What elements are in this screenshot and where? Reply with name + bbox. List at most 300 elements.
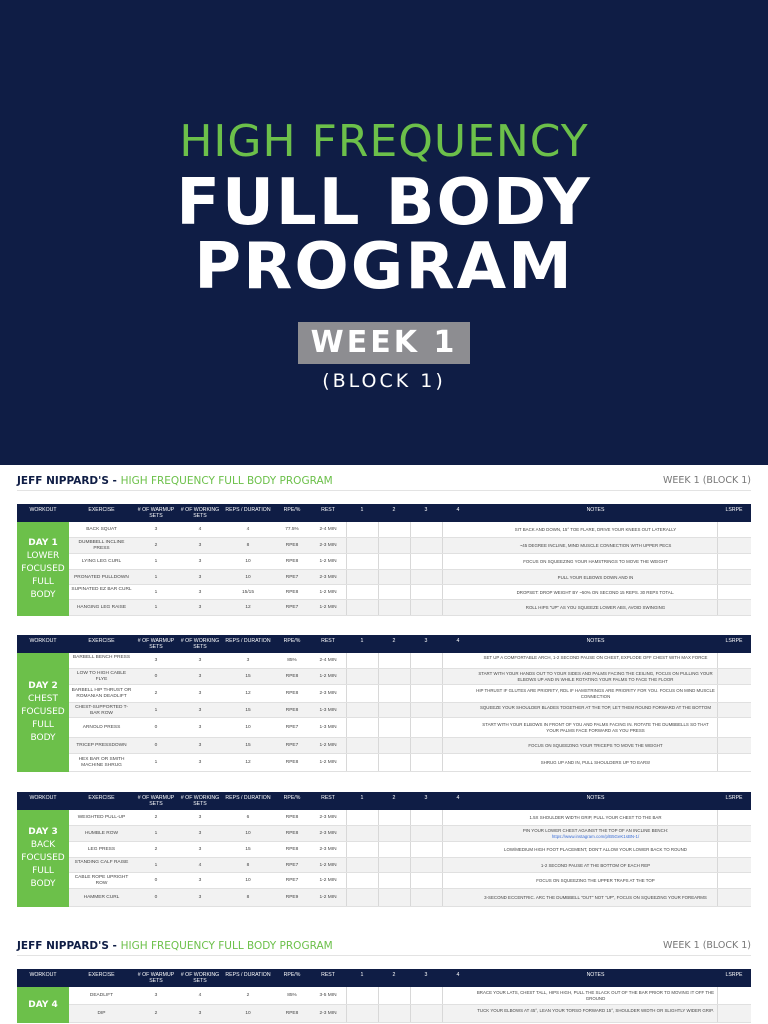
day-focus-line: BODY bbox=[30, 589, 56, 600]
set-input-cell-lsrpe[interactable] bbox=[717, 826, 751, 841]
day-label-block bbox=[17, 653, 69, 772]
set-input-cell-s4[interactable] bbox=[442, 810, 474, 825]
day-focus-line: FOCUSED bbox=[21, 563, 65, 574]
set-input-cell-lsrpe[interactable] bbox=[717, 600, 751, 615]
cell-rpe: RPE7 bbox=[285, 605, 299, 610]
set-input-cell-lsrpe[interactable] bbox=[717, 810, 751, 825]
cell-notes: FOCUS ON SQUEEZING YOUR TRICEPS TO MOVE THE WEIGHT bbox=[528, 743, 663, 748]
cell-notes: SET UP A COMFORTABLE ARCH, 1-2 SECOND PAUSE ON CHEST, EXPLODE OFF CHEST WITH MAX FORCE bbox=[483, 655, 708, 660]
cell-reps: 10 bbox=[245, 725, 251, 730]
column-header-working: # OF WORKING SETS bbox=[180, 507, 220, 519]
set-input-cell-s1[interactable] bbox=[346, 754, 378, 771]
set-input-cell-lsrpe[interactable] bbox=[717, 754, 751, 771]
cell-reps: 12 bbox=[245, 605, 251, 610]
set-input-cell-s2[interactable] bbox=[378, 570, 410, 584]
cell-working: 3 bbox=[198, 691, 202, 696]
cell-rest: 2-3 MIN bbox=[319, 1011, 337, 1016]
cell-reps: 10 bbox=[245, 559, 251, 564]
cell-warmup: 0 bbox=[154, 725, 158, 730]
cell-exercise: DEADLIFT bbox=[89, 993, 114, 998]
set-input-cell-s3[interactable] bbox=[410, 538, 442, 553]
set-input-cell-s2[interactable] bbox=[378, 738, 410, 753]
column-header-rpe: RPE/% bbox=[283, 507, 301, 513]
cell-rpe: RPE8 bbox=[285, 543, 299, 548]
cell-notes: LOW/MEDIUM HIGH FOOT PLACEMENT, DON'T ALLOW YOUR LOWER BACK TO ROUND bbox=[504, 847, 687, 852]
cell-exercise: TRICEP PRESSDOWN bbox=[76, 743, 127, 748]
set-input-cell-s4[interactable] bbox=[442, 600, 474, 615]
cell-working: 3 bbox=[198, 725, 202, 730]
cell-rest: 2-3 MIN bbox=[319, 543, 337, 548]
cell-rest: 1-2 MIN bbox=[319, 674, 337, 679]
cell-warmup: 1 bbox=[154, 589, 158, 595]
cell-rpe: RPE7 bbox=[285, 878, 299, 883]
cell-warmup: 1 bbox=[154, 574, 158, 580]
day-focus-line: FOCUSED bbox=[21, 707, 65, 717]
day-focus-line: CHEST bbox=[28, 694, 58, 704]
cell-working: 3 bbox=[198, 605, 202, 610]
table-row bbox=[69, 889, 751, 907]
day-focus-line: BACK bbox=[30, 840, 56, 850]
set-input-cell-s2[interactable] bbox=[378, 754, 410, 771]
set-input-cell-lsrpe[interactable] bbox=[717, 718, 751, 737]
column-header-lsrpe: LSRPE bbox=[725, 795, 743, 801]
set-input-cell-s4[interactable] bbox=[442, 703, 474, 717]
set-input-cell-lsrpe[interactable] bbox=[717, 987, 751, 1004]
set-input-cell-s3[interactable] bbox=[410, 826, 442, 841]
cell-rest: 2-3 MIN bbox=[319, 815, 337, 820]
cell-notes: SIT BACK AND DOWN, 15° TOE FLARE, DRIVE YOUR KNEES OUT LATERALLY bbox=[514, 527, 677, 532]
column-header-rest: REST bbox=[321, 795, 335, 801]
set-input-cell-s4[interactable] bbox=[442, 685, 474, 702]
section-week-label: WEEK 1 (BLOCK 1) bbox=[662, 940, 751, 951]
table-row bbox=[69, 858, 751, 873]
cell-working: 3 bbox=[198, 559, 202, 564]
cell-warmup: 2 bbox=[154, 1011, 158, 1016]
column-header-s1: 1 bbox=[360, 638, 364, 644]
set-input-cell-s1[interactable] bbox=[346, 685, 378, 702]
cell-rpe: RPE7 bbox=[285, 725, 299, 730]
table-row bbox=[69, 738, 751, 754]
cell-notes: PIN YOUR LOWER CHEST AGAINST THE TOP OF AN INCLINE BENCH: bbox=[522, 828, 669, 833]
cell-reps: 15 bbox=[245, 847, 251, 852]
section-title-prefix: JEFF NIPPARD'S - bbox=[17, 475, 121, 487]
table-header bbox=[17, 969, 751, 987]
column-header-warmup: # OF WARMUP SETS bbox=[137, 972, 175, 984]
set-input-cell-lsrpe[interactable] bbox=[717, 889, 751, 906]
cell-reps: 10 bbox=[245, 831, 251, 836]
set-input-cell-s3[interactable] bbox=[410, 1005, 442, 1022]
cell-rpe: RPE8 bbox=[285, 707, 299, 713]
column-header-s1: 1 bbox=[360, 507, 364, 513]
column-header-working: # OF WORKING SETS bbox=[180, 972, 220, 984]
set-input-cell-s3[interactable] bbox=[410, 522, 442, 537]
column-header-s2: 2 bbox=[392, 972, 396, 978]
column-header-workout: WORKOUT bbox=[29, 972, 57, 978]
set-input-cell-lsrpe[interactable] bbox=[717, 842, 751, 857]
column-header-s4: 4 bbox=[456, 972, 460, 978]
set-input-cell-s1[interactable] bbox=[346, 738, 378, 753]
cell-rpe: RPE8 bbox=[285, 589, 299, 595]
cell-rest: 1-2 MIN bbox=[319, 605, 337, 610]
cell-rest: 1-2 MIN bbox=[319, 559, 337, 564]
set-input-cell-lsrpe[interactable] bbox=[717, 522, 751, 537]
column-header-reps: REPS / DURATION bbox=[225, 972, 271, 978]
cell-rest: 1-2 MIN bbox=[319, 743, 337, 748]
notes-link[interactable]: https://www.instagram.com/p/B5GeK1sBN-1/ bbox=[551, 834, 640, 839]
set-input-cell-s3[interactable] bbox=[410, 889, 442, 906]
set-input-cell-lsrpe[interactable] bbox=[717, 1005, 751, 1022]
day-number: DAY 1 bbox=[28, 537, 58, 548]
set-input-cell-s3[interactable] bbox=[410, 653, 442, 668]
set-input-cell-s1[interactable] bbox=[346, 842, 378, 857]
cell-rest: 1-2 MIN bbox=[319, 760, 337, 765]
column-header-s3: 3 bbox=[424, 638, 428, 644]
set-input-cell-s1[interactable] bbox=[346, 987, 378, 1004]
cell-rest: 1-2 MIN bbox=[319, 589, 337, 595]
cell-reps: 12 bbox=[245, 760, 251, 765]
column-header-s2: 2 bbox=[392, 638, 396, 644]
cell-notes: FOCUS ON SQUEEZING THE UPPER TRAPS AT THE TOP bbox=[536, 878, 655, 883]
cell-notes: HIP THRUST IF GLUTES ARE PRIORITY, RDL IF HAMSTRINGS ARE PRIORITY FOR YOU. FOCUS ON MIND MUSCLE CONNECTION bbox=[476, 688, 715, 699]
cell-exercise: SUPINATED EZ BAR CURL bbox=[71, 586, 132, 592]
set-input-cell-s1[interactable] bbox=[346, 810, 378, 825]
cell-rpe: RPE7 bbox=[285, 574, 299, 580]
cell-exercise: CHEST-SUPPORTED T-BAR ROW bbox=[75, 704, 128, 716]
set-input-cell-s1[interactable] bbox=[346, 653, 378, 668]
column-header-exercise: EXERCISE bbox=[88, 507, 115, 513]
day-focus-line: FULL bbox=[32, 866, 54, 876]
set-input-cell-s4[interactable] bbox=[442, 987, 474, 1004]
cell-rest: 1-2 MIN bbox=[319, 862, 337, 868]
section-header bbox=[17, 475, 751, 491]
column-header-s4: 4 bbox=[456, 507, 460, 513]
set-input-cell-s4[interactable] bbox=[442, 826, 474, 841]
set-input-cell-s4[interactable] bbox=[442, 585, 474, 599]
cell-warmup: 0 bbox=[154, 674, 158, 679]
set-input-cell-lsrpe[interactable] bbox=[717, 858, 751, 872]
set-input-cell-s2[interactable] bbox=[378, 600, 410, 615]
set-input-cell-s1[interactable] bbox=[346, 1005, 378, 1022]
set-input-cell-s4[interactable] bbox=[442, 842, 474, 857]
set-input-cell-lsrpe[interactable] bbox=[717, 703, 751, 717]
set-input-cell-s2[interactable] bbox=[378, 718, 410, 737]
cell-rpe: 77.5% bbox=[285, 527, 299, 532]
column-header-warmup: # OF WARMUP SETS bbox=[137, 638, 175, 650]
cell-working: 3 bbox=[198, 847, 202, 852]
table-row bbox=[69, 826, 751, 842]
table-row bbox=[69, 718, 751, 738]
block-label: (BLOCK 1) bbox=[322, 370, 446, 392]
cell-rest: 2-4 MIN bbox=[319, 527, 337, 532]
cell-working: 3 bbox=[198, 743, 202, 748]
column-header-warmup: # OF WARMUP SETS bbox=[137, 795, 175, 807]
day-focus-line: BODY bbox=[30, 733, 56, 743]
set-input-cell-s2[interactable] bbox=[378, 653, 410, 668]
set-input-cell-s4[interactable] bbox=[442, 858, 474, 872]
set-input-cell-s1[interactable] bbox=[346, 889, 378, 906]
set-input-cell-s1[interactable] bbox=[346, 718, 378, 737]
cell-exercise: BARBELL BENCH PRESS bbox=[72, 655, 131, 660]
set-input-cell-s1[interactable] bbox=[346, 826, 378, 841]
table-row bbox=[69, 873, 751, 889]
set-input-cell-s1[interactable] bbox=[346, 554, 378, 569]
cover-hero bbox=[0, 0, 768, 465]
column-header-s3: 3 bbox=[424, 507, 428, 513]
cell-notes: BRACE YOUR LATS, CHEST TALL, HIPS HIGH, PULL THE SLACK OUT OF THE BAR PRIOR TO MOVING IT OFF THE GROUND bbox=[476, 990, 715, 1001]
set-input-cell-s3[interactable] bbox=[410, 570, 442, 584]
set-input-cell-s3[interactable] bbox=[410, 669, 442, 684]
cell-exercise: HUMBLE ROW bbox=[84, 831, 119, 836]
cell-exercise: HANGING LEG RAISE bbox=[76, 605, 127, 610]
table-row bbox=[69, 522, 751, 538]
cell-exercise: CABLE ROPE UPRIGHT ROW bbox=[74, 875, 129, 886]
section-title bbox=[17, 940, 333, 952]
table-row bbox=[69, 570, 751, 585]
table-row bbox=[69, 1005, 751, 1023]
set-input-cell-lsrpe[interactable] bbox=[717, 570, 751, 584]
cell-notes: DROPSET: DROP WEIGHT BY ~50% ON SECOND 15 REPS. 30 REPS TOTAL. bbox=[516, 589, 675, 595]
day-focus-line: LOWER bbox=[26, 550, 60, 561]
set-input-cell-s2[interactable] bbox=[378, 669, 410, 684]
cell-rpe: RPE8 bbox=[285, 674, 299, 679]
column-header-rest: REST bbox=[321, 972, 335, 978]
table-row bbox=[69, 538, 751, 554]
set-input-cell-lsrpe[interactable] bbox=[717, 873, 751, 888]
cell-exercise: DIP bbox=[97, 1011, 106, 1016]
column-header-s2: 2 bbox=[392, 795, 396, 801]
column-header-s3: 3 bbox=[424, 795, 428, 801]
cell-working: 3 bbox=[198, 815, 202, 820]
cell-working: 3 bbox=[198, 543, 202, 548]
set-input-cell-lsrpe[interactable] bbox=[717, 685, 751, 702]
set-input-cell-s4[interactable] bbox=[442, 669, 474, 684]
set-input-cell-s4[interactable] bbox=[442, 522, 474, 537]
set-input-cell-lsrpe[interactable] bbox=[717, 585, 751, 599]
cell-rest: 1-3 MIN bbox=[319, 725, 337, 730]
day-label-block bbox=[17, 987, 69, 1023]
column-header-lsrpe: LSRPE bbox=[725, 638, 743, 644]
cell-working: 3 bbox=[198, 674, 202, 679]
set-input-cell-s3[interactable] bbox=[410, 718, 442, 737]
column-header-exercise: EXERCISE bbox=[88, 795, 115, 801]
table-row bbox=[69, 669, 751, 685]
cell-warmup: 0 bbox=[154, 743, 158, 748]
set-input-cell-s4[interactable] bbox=[442, 873, 474, 888]
cell-exercise: ARNOLD PRESS bbox=[82, 725, 121, 730]
set-input-cell-s2[interactable] bbox=[378, 810, 410, 825]
table-row bbox=[69, 685, 751, 703]
cell-working: 3 bbox=[198, 895, 202, 900]
cell-warmup: 1 bbox=[154, 559, 158, 564]
cell-reps: 2 bbox=[246, 993, 250, 998]
section-title-highlight: HIGH FREQUENCY FULL BODY PROGRAM bbox=[120, 940, 333, 952]
cell-reps: 15 bbox=[245, 743, 251, 748]
cell-reps: 8 bbox=[246, 543, 250, 548]
set-input-cell-s1[interactable] bbox=[346, 873, 378, 888]
cell-exercise: LEG PRESS bbox=[87, 847, 116, 852]
cell-rpe: RPE7 bbox=[285, 862, 299, 868]
workout-table bbox=[17, 969, 751, 1023]
section-title bbox=[17, 475, 333, 487]
cell-rpe: RPE8 bbox=[285, 760, 299, 765]
set-input-cell-s4[interactable] bbox=[442, 653, 474, 668]
set-input-cell-s1[interactable] bbox=[346, 858, 378, 872]
day-focus-line: FULL bbox=[32, 576, 54, 587]
set-input-cell-s1[interactable] bbox=[346, 703, 378, 717]
column-header-s2: 2 bbox=[392, 507, 396, 513]
set-input-cell-s2[interactable] bbox=[378, 873, 410, 888]
set-input-cell-s2[interactable] bbox=[378, 858, 410, 872]
set-input-cell-s3[interactable] bbox=[410, 703, 442, 717]
set-input-cell-s4[interactable] bbox=[442, 538, 474, 553]
set-input-cell-s3[interactable] bbox=[410, 987, 442, 1004]
column-header-working: # OF WORKING SETS bbox=[180, 638, 220, 650]
cell-exercise: PRONATED PULLDOWN bbox=[74, 574, 129, 580]
set-input-cell-s2[interactable] bbox=[378, 889, 410, 906]
set-input-cell-s2[interactable] bbox=[378, 987, 410, 1004]
section-title-highlight: HIGH FREQUENCY FULL BODY PROGRAM bbox=[120, 475, 333, 487]
day-number: DAY 3 bbox=[28, 827, 58, 837]
cell-reps: 10 bbox=[245, 574, 251, 580]
cell-notes: START WITH YOUR ELBOWS IN FRONT OF YOU AND PALMS FACING IN. ROTATE THE DUMBBELLS SO THAT YOUR PALMS FACE FORWARD AS YOU PRESS bbox=[482, 722, 709, 733]
set-input-cell-s3[interactable] bbox=[410, 842, 442, 857]
cell-reps: 12 bbox=[245, 691, 251, 696]
set-input-cell-s1[interactable] bbox=[346, 522, 378, 537]
table-row bbox=[69, 554, 751, 570]
cell-exercise: BARBELL HIP THRUST OR ROMANIAN DEADLIFT bbox=[71, 688, 132, 699]
column-header-reps: REPS / DURATION bbox=[225, 507, 271, 513]
set-input-cell-s4[interactable] bbox=[442, 554, 474, 569]
cell-working: 3 bbox=[198, 1011, 202, 1016]
cell-reps: 15 bbox=[245, 674, 251, 679]
cell-working: 4 bbox=[198, 993, 202, 998]
column-header-notes: NOTES bbox=[586, 638, 605, 644]
cell-reps: 4 bbox=[246, 527, 250, 532]
cell-reps: 15 bbox=[245, 707, 251, 713]
set-input-cell-s1[interactable] bbox=[346, 585, 378, 599]
table-header bbox=[17, 635, 751, 653]
cell-exercise: HAMMER CURL bbox=[83, 895, 120, 900]
cell-rpe: RPE8 bbox=[285, 1011, 299, 1016]
set-input-cell-lsrpe[interactable] bbox=[717, 738, 751, 753]
cell-working: 3 bbox=[198, 658, 202, 663]
set-input-cell-s1[interactable] bbox=[346, 600, 378, 615]
cell-warmup: 1 bbox=[154, 862, 158, 868]
cell-working: 4 bbox=[198, 862, 202, 868]
set-input-cell-s4[interactable] bbox=[442, 718, 474, 737]
column-header-rest: REST bbox=[321, 507, 335, 513]
column-header-reps: REPS / DURATION bbox=[225, 795, 271, 801]
set-input-cell-s3[interactable] bbox=[410, 754, 442, 771]
set-input-cell-lsrpe[interactable] bbox=[717, 538, 751, 553]
set-input-cell-s2[interactable] bbox=[378, 522, 410, 537]
set-input-cell-s3[interactable] bbox=[410, 585, 442, 599]
set-input-cell-s4[interactable] bbox=[442, 570, 474, 584]
cell-rpe: 85% bbox=[287, 658, 297, 663]
set-input-cell-s4[interactable] bbox=[442, 754, 474, 771]
cell-exercise: LYING LEG CURL bbox=[81, 559, 122, 564]
set-input-cell-s2[interactable] bbox=[378, 826, 410, 841]
cell-warmup: 2 bbox=[154, 543, 158, 548]
set-input-cell-lsrpe[interactable] bbox=[717, 669, 751, 684]
set-input-cell-s4[interactable] bbox=[442, 889, 474, 906]
table-row bbox=[69, 585, 751, 600]
column-header-notes: NOTES bbox=[586, 795, 605, 801]
cell-warmup: 2 bbox=[154, 815, 158, 820]
column-header-s4: 4 bbox=[456, 638, 460, 644]
set-input-cell-s3[interactable] bbox=[410, 858, 442, 872]
set-input-cell-s4[interactable] bbox=[442, 738, 474, 753]
cell-reps: 10 bbox=[245, 1011, 251, 1016]
set-input-cell-s3[interactable] bbox=[410, 685, 442, 702]
cell-notes: ~45 DEGREE INCLINE, MIND MUSCLE CONNECTION WITH UPPER PECS bbox=[519, 543, 672, 548]
cell-working: 3 bbox=[198, 707, 202, 713]
cell-rpe: RPE8 bbox=[285, 559, 299, 564]
cell-exercise: DUMBBELL INCLINE PRESS bbox=[78, 540, 125, 551]
set-input-cell-s3[interactable] bbox=[410, 554, 442, 569]
column-header-s1: 1 bbox=[360, 972, 364, 978]
column-header-notes: NOTES bbox=[586, 507, 605, 513]
section-week-label: WEEK 1 (BLOCK 1) bbox=[662, 475, 751, 486]
set-input-cell-s2[interactable] bbox=[378, 703, 410, 717]
set-input-cell-lsrpe[interactable] bbox=[717, 653, 751, 668]
cell-exercise: STANDING CALF RAISE bbox=[74, 859, 129, 865]
set-input-cell-s1[interactable] bbox=[346, 669, 378, 684]
cell-working: 4 bbox=[198, 527, 202, 532]
cell-warmup: 0 bbox=[154, 895, 158, 900]
cell-rest: 2-3 MIN bbox=[319, 691, 337, 696]
cell-reps: 8 bbox=[246, 895, 250, 900]
cell-notes: 3-SECOND ECCENTRIC. ARC THE DUMBBELL "OUT" NOT "UP", FOCUS ON SQUEEZING YOUR FOREARMS bbox=[484, 895, 707, 900]
day-focus-line: FULL bbox=[32, 720, 54, 730]
set-input-cell-lsrpe[interactable] bbox=[717, 554, 751, 569]
cell-reps: 10 bbox=[245, 878, 251, 883]
cell-working: 3 bbox=[198, 878, 202, 883]
table-row bbox=[69, 754, 751, 772]
set-input-cell-s2[interactable] bbox=[378, 842, 410, 857]
set-input-cell-s2[interactable] bbox=[378, 1005, 410, 1022]
set-input-cell-s2[interactable] bbox=[378, 554, 410, 569]
column-header-rpe: RPE/% bbox=[283, 972, 301, 978]
cell-rpe: RPE7 bbox=[285, 743, 299, 748]
cell-reps: 6 bbox=[246, 815, 250, 820]
set-input-cell-s1[interactable] bbox=[346, 570, 378, 584]
set-input-cell-s2[interactable] bbox=[378, 685, 410, 702]
column-header-s3: 3 bbox=[424, 972, 428, 978]
set-input-cell-s3[interactable] bbox=[410, 600, 442, 615]
set-input-cell-s2[interactable] bbox=[378, 585, 410, 599]
cell-warmup: 3 bbox=[154, 658, 158, 663]
set-input-cell-s3[interactable] bbox=[410, 810, 442, 825]
cover-title-line-3: PROGRAM bbox=[194, 230, 574, 304]
workout-table bbox=[17, 635, 751, 772]
column-header-workout: WORKOUT bbox=[29, 507, 57, 513]
table-row bbox=[69, 810, 751, 826]
cell-rest: 2-3 MIN bbox=[319, 847, 337, 852]
set-input-cell-s3[interactable] bbox=[410, 873, 442, 888]
set-input-cell-s4[interactable] bbox=[442, 1005, 474, 1022]
set-input-cell-s3[interactable] bbox=[410, 738, 442, 753]
cell-notes: ROLL HIPS "UP" AS YOU SQUEEZE LOWER ABS, AVOID SWINGING bbox=[525, 605, 666, 610]
day-focus-line: BODY bbox=[30, 879, 56, 889]
cell-rest: 1-3 MIN bbox=[319, 707, 337, 713]
set-input-cell-s2[interactable] bbox=[378, 538, 410, 553]
cell-reps: 8 bbox=[246, 862, 250, 868]
cell-rest: 3-5 MIN bbox=[319, 993, 337, 998]
set-input-cell-s1[interactable] bbox=[346, 538, 378, 553]
day-label-block bbox=[17, 522, 69, 616]
column-header-exercise: EXERCISE bbox=[88, 638, 115, 644]
